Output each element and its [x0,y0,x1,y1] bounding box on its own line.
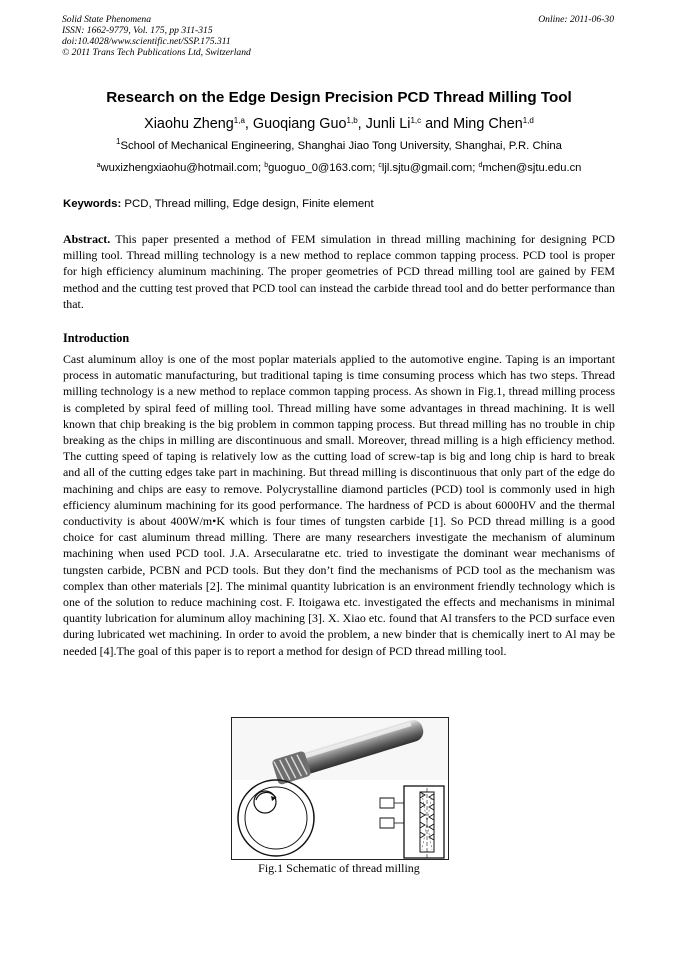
email-address[interactable]: mchen@sjtu.edu.cn [482,162,582,174]
keywords-text: PCD, Thread milling, Edge design, Finite element [124,198,374,210]
journal-doi: doi:10.4028/www.scientific.net/SSP.175.311 [62,36,231,47]
email-mark: b [264,162,269,169]
thread-section-schematic [380,786,444,858]
abstract-text: This paper presented a method of FEM simulation in thread milling machining for designing PCD milling tool. Thread milling technology is a new method to replace common tapping process. PCD tool is proper for high efficiency aluminum machining. The proper geometries of PCD thread milling tool are gained by FEM method and the cutting test proved that PCD tool can instead the carbide thread tool and do better performance than that. [63,232,615,311]
author-name: Ming Chen [453,116,523,132]
online-date: Online: 2011-06-30 [538,14,614,25]
author-separator: , [244,116,253,132]
journal-copyright: © 2011 Trans Tech Publications Ltd, Switzerland [62,47,251,58]
journal-name: Solid State Phenomena [62,14,151,25]
journal-issn: ISSN: 1662-9779, Vol. 175, pp 311-315 [62,25,213,36]
email-list [0,161,678,176]
author-name: Guoqiang Guo [252,116,347,132]
figure-illustration [232,718,448,859]
paper-title: Research on the Edge Design Precision PCD Thread Milling Tool [106,89,572,106]
keywords-label: Keywords: [63,198,122,210]
author-name: Junli Li [365,116,411,132]
author-affil-mark: 1,d [522,116,534,125]
intro-heading: Introduction [63,331,130,345]
abstract [63,231,615,312]
email-separator: ; [472,162,479,174]
email-mark: c [378,162,382,169]
abstract-label: Abstract. [63,232,111,246]
email-mark: a [96,162,101,169]
email-separator: ; [372,162,379,174]
author-list [0,114,678,134]
journal-header [62,14,251,58]
email-separator: ; [258,162,265,174]
affiliation-mark: 1 [116,137,121,146]
author-name: Xiaohu Zheng [144,116,234,132]
affiliation-text: School of Mechanical Engineering, Shanghai Jiao Tong University, Shanghai, P.R. China [120,140,562,152]
email-address[interactable]: ljl.sjtu@gmail.com [381,162,473,174]
author-separator: , [357,116,366,132]
keywords [63,197,615,212]
affiliation [0,139,678,154]
email-mark: d [478,162,483,169]
email-address[interactable]: wuxizhengxiaohu@hotmail.com [100,162,259,174]
figure-caption: Fig.1 Schematic of thread milling [258,861,420,875]
figure-thread-milling [231,717,449,860]
author-separator: and [421,116,454,132]
spiral-path-schematic [238,780,314,856]
intro-paragraph: Cast aluminum alloy is one of the most poplar materials applied to the automotive engine. Taping is an important process in automatic manufacturing, but traditional taping is time consuming process which has two steps. Thread milling technology is a new method to replace common tapping process. As shown in Fig.1, thread milling process is completed by spiral feed of milling tool. Thread milling have some advantages in thread machining. It is well known that chip breaking is the big problem in common tapping process. But thread milling has no trouble in chip breaking as the chips in milling are discontinuous and small. Moreover, thread milling is a high efficiency method. The cutting speed of taping is relatively low as the cutting load of screw-tap is big and long chip is hard to break and all of the cutting edges take part in machining. But thread milling is discontinuous that only part of the edge do machining and chips are easy to remove. Polycrystalline diamond particles (PCD) tool is commonly used in high efficiency aluminum machining for its good performance. The hardness of PCD is about 6000HV and the thermal conductivity is about 400W/m•K which is four times of tungsten carbide [1]. So PCD thread milling is a good choice for cast aluminum thread milling. There are many researchers investigate the mechanism of aluminum machining when used PCD tool. J.A. Arsecularatne etc. tried to investigate the dominant wear mechanisms of tungsten carbide, PCBN and PCD tools. But they don’t find the mechanisms of PCD tool as the mechanism was complex than other materials [2]. The minimal quantity lubrication is an environment friendly technology which is one of the solution to reduce machining cost. F. Itoigawa etc. investigated the effects and mechanisms in minimal quantity lubrication for aluminum alloy machining [3]. X. Xiao etc. found that Al transfers to the PCD surface even during lubricated wet machining. In order to avoid the problem, a new binder that is chemically inert to Al may be needed [4].The goal of this paper is to report a method for design of PCD thread milling tool. [63,352,615,658]
author-affil-mark: 1,b [346,116,358,125]
email-address[interactable]: guoguo_0@163.com [268,162,373,174]
author-affil-mark: 1,c [410,116,422,125]
author-affil-mark: 1,a [233,116,245,125]
